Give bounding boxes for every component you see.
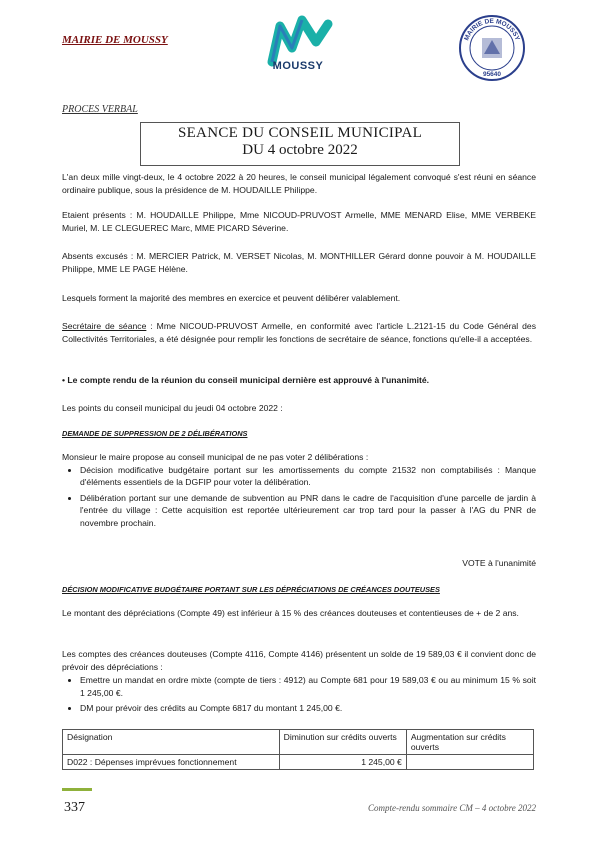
section-depreciation-title: DÉCISION MODIFICATIVE BUDGÉTAIRE PORTANT SUR LES DÉPRÉCIATIONS DE CRÉANCES DOUTEUSES bbox=[62, 585, 440, 594]
list-item: • Décision modificative budgétaire portant sur les amortissements du compte 21532 non comptabilisés : Manque d'éléments essentiels de la DGFIP pour voter la délibération. bbox=[80, 464, 536, 489]
mairie-label: MAIRIE DE MOUSSY bbox=[62, 34, 168, 46]
page-number: 337 bbox=[64, 800, 85, 815]
title-line-1: SEANCE DU CONSEIL MUNICIPAL bbox=[177, 125, 423, 141]
list-item: • DM pour prévoir des crédits au Compte 6817 du montant 1 245,00 €. bbox=[80, 702, 536, 715]
section-suppression-body bbox=[62, 451, 536, 532]
vote-result: VOTE à l'unanimité bbox=[462, 558, 536, 568]
table-cell: 1 245,00 € bbox=[279, 755, 406, 770]
depreciation-paragraph-2: Les comptes des créances douteuses (Compte 4116, Compte 4146) présentent un solde de 19 589,03 € il convient donc de prévoir des dépréciations : bbox=[62, 649, 536, 672]
table-header: Augmentation sur crédits ouverts bbox=[406, 730, 533, 755]
logo-text: MOUSSY bbox=[272, 60, 324, 72]
table-header-row bbox=[63, 730, 534, 755]
majorite-paragraph: Lesquels forment la majorité des membres en exercice et peuvent délibérer valablement. bbox=[62, 293, 401, 303]
presents-paragraph: Etaient présents : M. HOUDAILLE Philippe, Mme NICOUD-PRUVOST Armelle, MME MENARD Elise, MME VERBEKE Muriel, M. LE CLEGUEREC Marc, MME PICARD Séverine. bbox=[62, 210, 536, 233]
points-heading: Les points du conseil municipal du jeudi 04 octobre 2022 : bbox=[62, 403, 283, 413]
section-suppression-title: DEMANDE DE SUPPRESSION DE 2 DÉLIBÉRATIONS bbox=[62, 429, 248, 438]
table-cell bbox=[406, 755, 533, 770]
depreciation-list bbox=[62, 674, 536, 715]
secretaire-paragraph bbox=[62, 320, 536, 345]
section-suppression-intro: Monsieur le maire propose au conseil municipal de ne pas voter 2 délibérations : bbox=[62, 452, 369, 462]
footer-caption: Compte-rendu sommaire CM – 4 octobre 2022 bbox=[368, 803, 536, 813]
section-suppression-list bbox=[62, 464, 536, 530]
footer-accent-line bbox=[62, 788, 92, 791]
mairie-seal bbox=[458, 14, 526, 82]
list-item: • Délibération portant sur une demande de subvention au PNR dans le cadre de l'acquisition d'une parcelle de jardin à l'entrée du village : Cette acquisition est reportée ultérieurement car trop tard pour la passer à l'AG du PNR de novembre prochain. bbox=[80, 492, 536, 530]
depreciation-list-wrap bbox=[62, 674, 536, 718]
intro-paragraph: L'an deux mille vingt-deux, le 4 octobre 2022 à 20 heures, le conseil municipal légalement convoqué s'est réuni en séance ordinaire publique, sous la présidence de M. HOUDAILLE Philippe. bbox=[62, 172, 536, 195]
title-box bbox=[140, 122, 460, 166]
compte-rendu-approval: • Le compte rendu de la réunion du conseil municipal dernière est approuvé à l'unanimité. bbox=[62, 375, 430, 385]
seal-text-bottom: 95640 bbox=[482, 71, 502, 78]
depreciation-paragraph-1: Le montant des dépréciations (Compte 49) est inférieur à 15 % des créances douteuses et contentieuses de + de 2 ans. bbox=[62, 608, 519, 618]
table-header: Diminution sur crédits ouverts bbox=[279, 730, 406, 755]
secretaire-text: : Mme NICOUD-PRUVOST Armelle, en conformité avec l'article L.2121-15 du Code Général des Collectivités Territoriales, a été désignée pour remplir les fonctions de secrétaire de séance, fonctions qu'elle-il a acceptées. bbox=[62, 321, 536, 344]
absents-paragraph: Absents excusés : M. MERCIER Patrick, M. VERSET Nicolas, M. MONTHILLER Gérard donne pouvoir à M. HOUDAILLE Philippe, MME LE PAGE Hélène. bbox=[62, 251, 536, 274]
table-header: Désignation bbox=[63, 730, 280, 755]
doc-type: PROCES VERBAL bbox=[62, 104, 138, 115]
title-line-2: DU 4 octobre 2022 bbox=[242, 142, 358, 158]
secretaire-label: Secrétaire de séance bbox=[62, 321, 147, 331]
list-item: • Emettre un mandat en ordre mixte (compte de tiers : 4912) au Compte 681 pour 19 589,03 € ou au minimum 15 % soit 1 245,00 €. bbox=[80, 674, 536, 699]
table-cell: D022 : Dépenses imprévues fonctionnement bbox=[63, 755, 280, 770]
table-row bbox=[63, 755, 534, 770]
seal-text-top: MAIRIE DE MOUSSY bbox=[463, 17, 521, 42]
credits-table bbox=[62, 729, 534, 770]
